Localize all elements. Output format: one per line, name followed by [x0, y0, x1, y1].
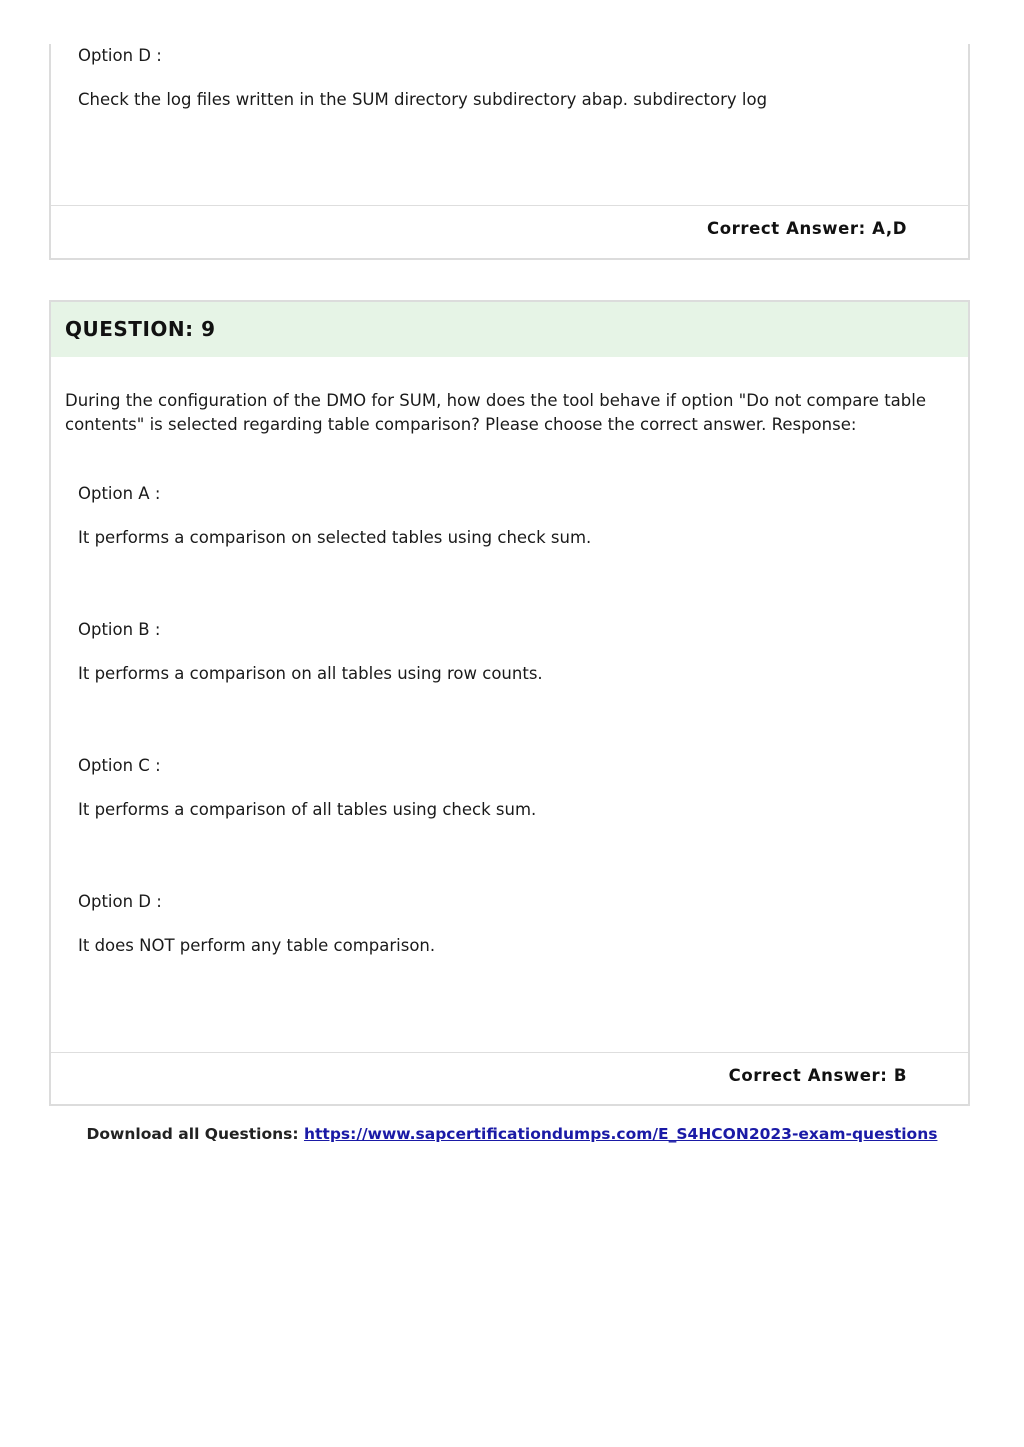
option-d-label: Option D : — [78, 892, 162, 911]
download-prefix: Download all Questions: — [86, 1125, 299, 1143]
download-link[interactable]: https://www.sapcertificationdumps.com/E_S4HCON2023-exam-questions — [303, 1125, 938, 1143]
option-a-text: It performs a comparison on selected tables using check sum. — [78, 528, 592, 547]
previous-question-card — [49, 44, 970, 260]
option-a-label: Option A : — [78, 484, 161, 503]
correct-answer: Correct Answer: A,D — [706, 219, 907, 238]
download-footer — [0, 1125, 1024, 1143]
option-c-label: Option C : — [78, 756, 161, 775]
option-c-text: It performs a comparison of all tables using check sum. — [78, 800, 537, 819]
option-b-label: Option B : — [78, 620, 161, 639]
correct-answer: Correct Answer: B — [728, 1066, 907, 1085]
answer-divider — [51, 205, 968, 206]
option-d-text: It does NOT perform any table comparison. — [78, 936, 436, 955]
option-b-text: It performs a comparison on all tables using row counts. — [78, 664, 543, 683]
answer-divider — [51, 1052, 968, 1053]
question-header — [51, 302, 968, 357]
option-d-label: Option D : — [78, 46, 162, 65]
question-text: During the configuration of the DMO for SUM, how does the tool behave if option "Do not compare table contents" is selected regarding table comparison? Please choose the correct answer. Response: — [65, 391, 926, 434]
question-card — [49, 300, 970, 1106]
question-title: QUESTION: 9 — [65, 317, 216, 341]
option-d-text: Check the log files written in the SUM directory subdirectory abap. subdirectory log — [78, 90, 768, 109]
